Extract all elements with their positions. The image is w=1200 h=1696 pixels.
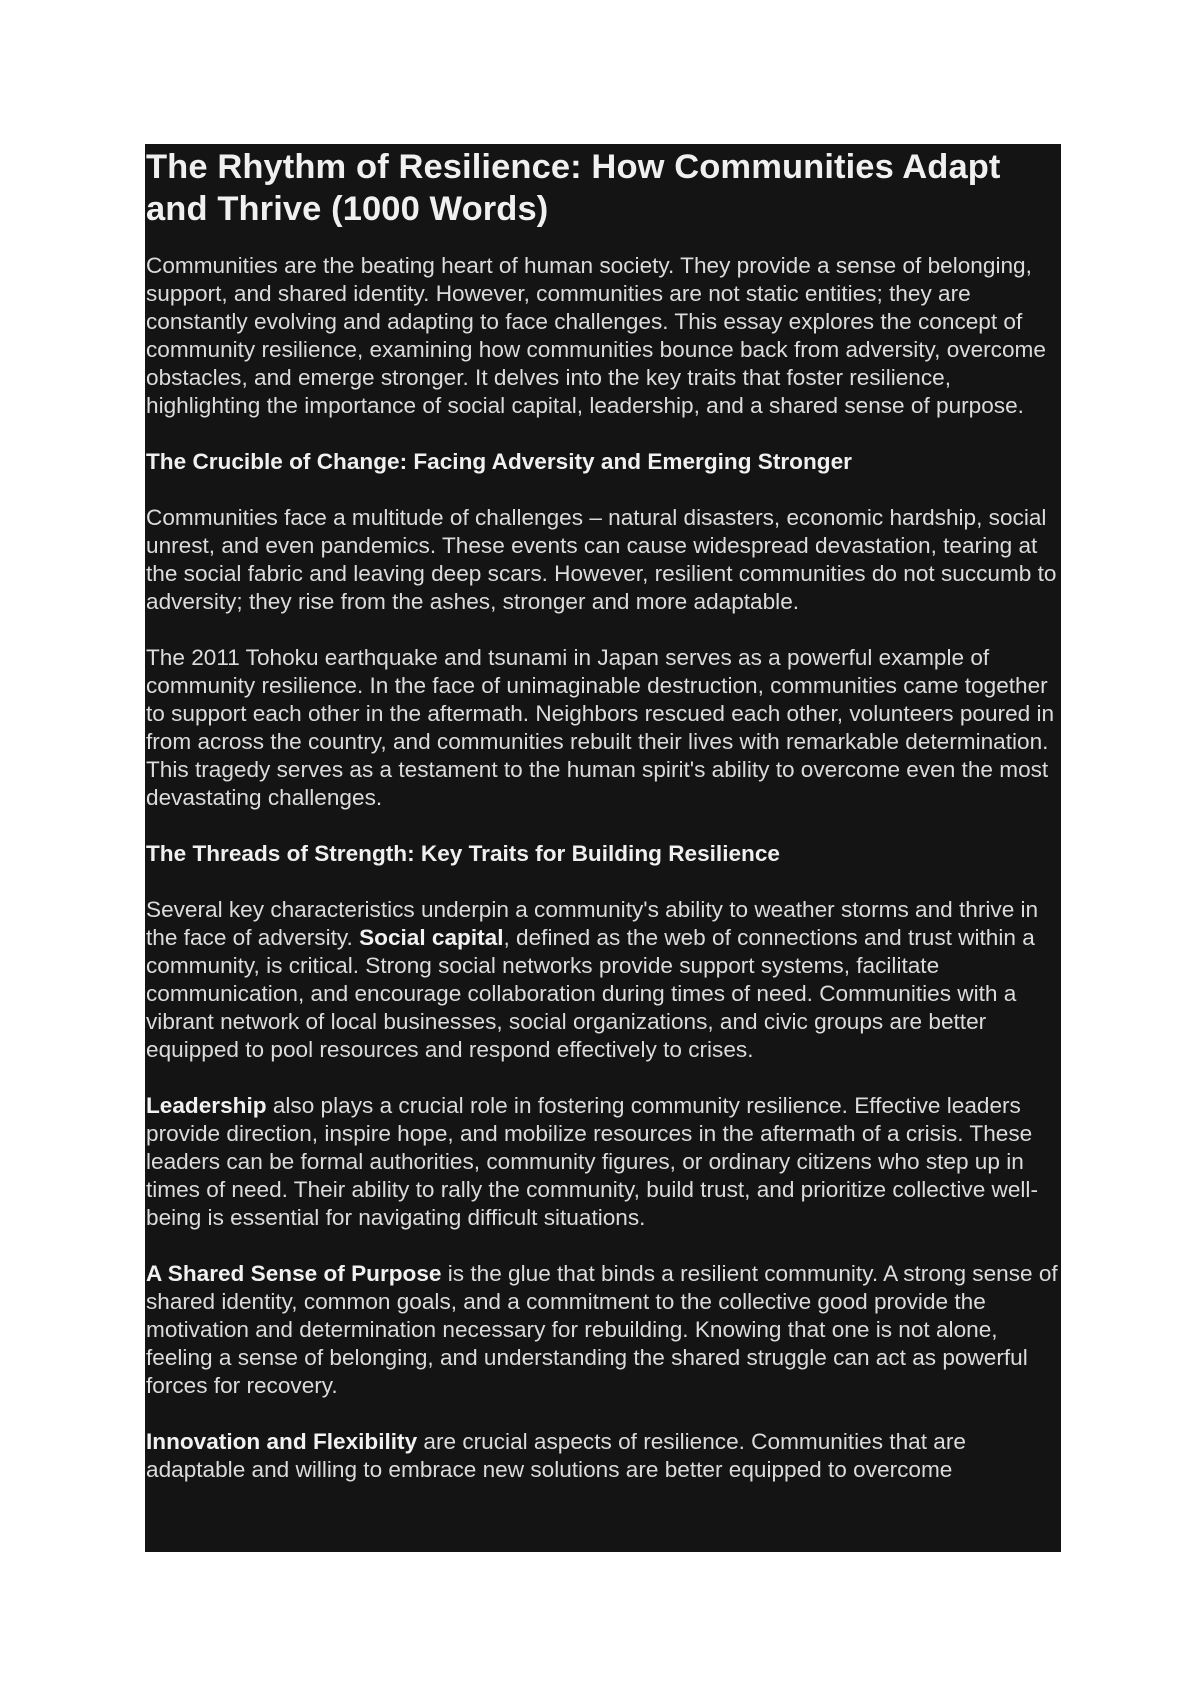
paragraph-leadership xyxy=(146,1092,1059,1232)
paragraph-text: is the glue that binds a resilient community. A strong sense of shared identity, common goals, and a commitment to the collective good provide the motivation and determination necessary for rebuilding. Knowing that one is not alone, feeling a sense of belonging, and understanding the shared struggle can act as powerful forces for recovery. xyxy=(146,1261,1058,1398)
term-leadership: Leadership xyxy=(146,1093,267,1118)
paragraph-text: Several key characteristics underpin a community's ability to weather storms and thrive in the face of adversity. xyxy=(146,897,1039,950)
paragraph-text: are crucial aspects of resilience. Communities that are adaptable and willing to embrace new solutions are better equipped to overcome xyxy=(146,1429,966,1482)
section-heading-threads: The Threads of Strength: Key Traits for Building Resilience xyxy=(146,841,780,866)
paragraph-text: , defined as the web of connections and trust within a community, is critical. Strong social networks provide support systems, facilitate communication, and encourage collaboration during times of need. Communities with a vibrant network of local businesses, social organizations, and civic groups are better equipped to pool resources and respond effectively to crises. xyxy=(146,925,1035,1062)
section-heading-crucible: The Crucible of Change: Facing Adversity and Emerging Stronger xyxy=(146,449,852,474)
paragraph-tohoku: The 2011 Tohoku earthquake and tsunami in Japan serves as a powerful example of community resilience. In the face of unimaginable destruction, communities came together to support each other in the aftermath. Neighbors rescued each other, volunteers poured in from across the country, and communities rebuilt their lives with remarkable determination. This tragedy serves as a testament to the human spirit's ability to overcome even the most devastating challenges. xyxy=(146,645,1055,810)
intro-paragraph: Communities are the beating heart of human society. They provide a sense of belonging, support, and shared identity. However, communities are not static entities; they are constantly evolving and adapting to face challenges. This essay explores the concept of community resilience, examining how communities bounce back from adversity, overcome obstacles, and emerge stronger. It delves into the key traits that foster resilience, highlighting the importance of social capital, leadership, and a shared sense of purpose. xyxy=(146,253,1046,418)
document-page xyxy=(145,144,1061,1552)
term-innovation: Innovation and Flexibility xyxy=(146,1429,418,1454)
paragraph-challenges: Communities face a multitude of challenges – natural disasters, economic hardship, social unrest, and even pandemics. These events can cause widespread devastation, tearing at the social fabric and leaving deep scars. However, resilient communities do not succumb to adversity; they rise from the ashes, stronger and more adaptable. xyxy=(146,505,1057,614)
paragraph-text: also plays a crucial role in fostering community resilience. Effective leaders provide direction, inspire hope, and mobilize resources in the aftermath of a crisis. These leaders can be formal authorities, community figures, or ordinary citizens who step up in times of need. Their ability to rally the community, build trust, and prioritize collective well-being is essential for navigating difficult situations. xyxy=(146,1093,1038,1230)
paragraph-shared-purpose xyxy=(146,1260,1059,1400)
paragraph-social-capital xyxy=(146,896,1059,1064)
term-shared-purpose: A Shared Sense of Purpose xyxy=(146,1261,442,1286)
document-title: The Rhythm of Resilience: How Communities Adapt and Thrive (1000 Words) xyxy=(146,148,1001,228)
paragraph-innovation xyxy=(146,1428,1059,1484)
term-social-capital: Social capital xyxy=(359,925,504,950)
